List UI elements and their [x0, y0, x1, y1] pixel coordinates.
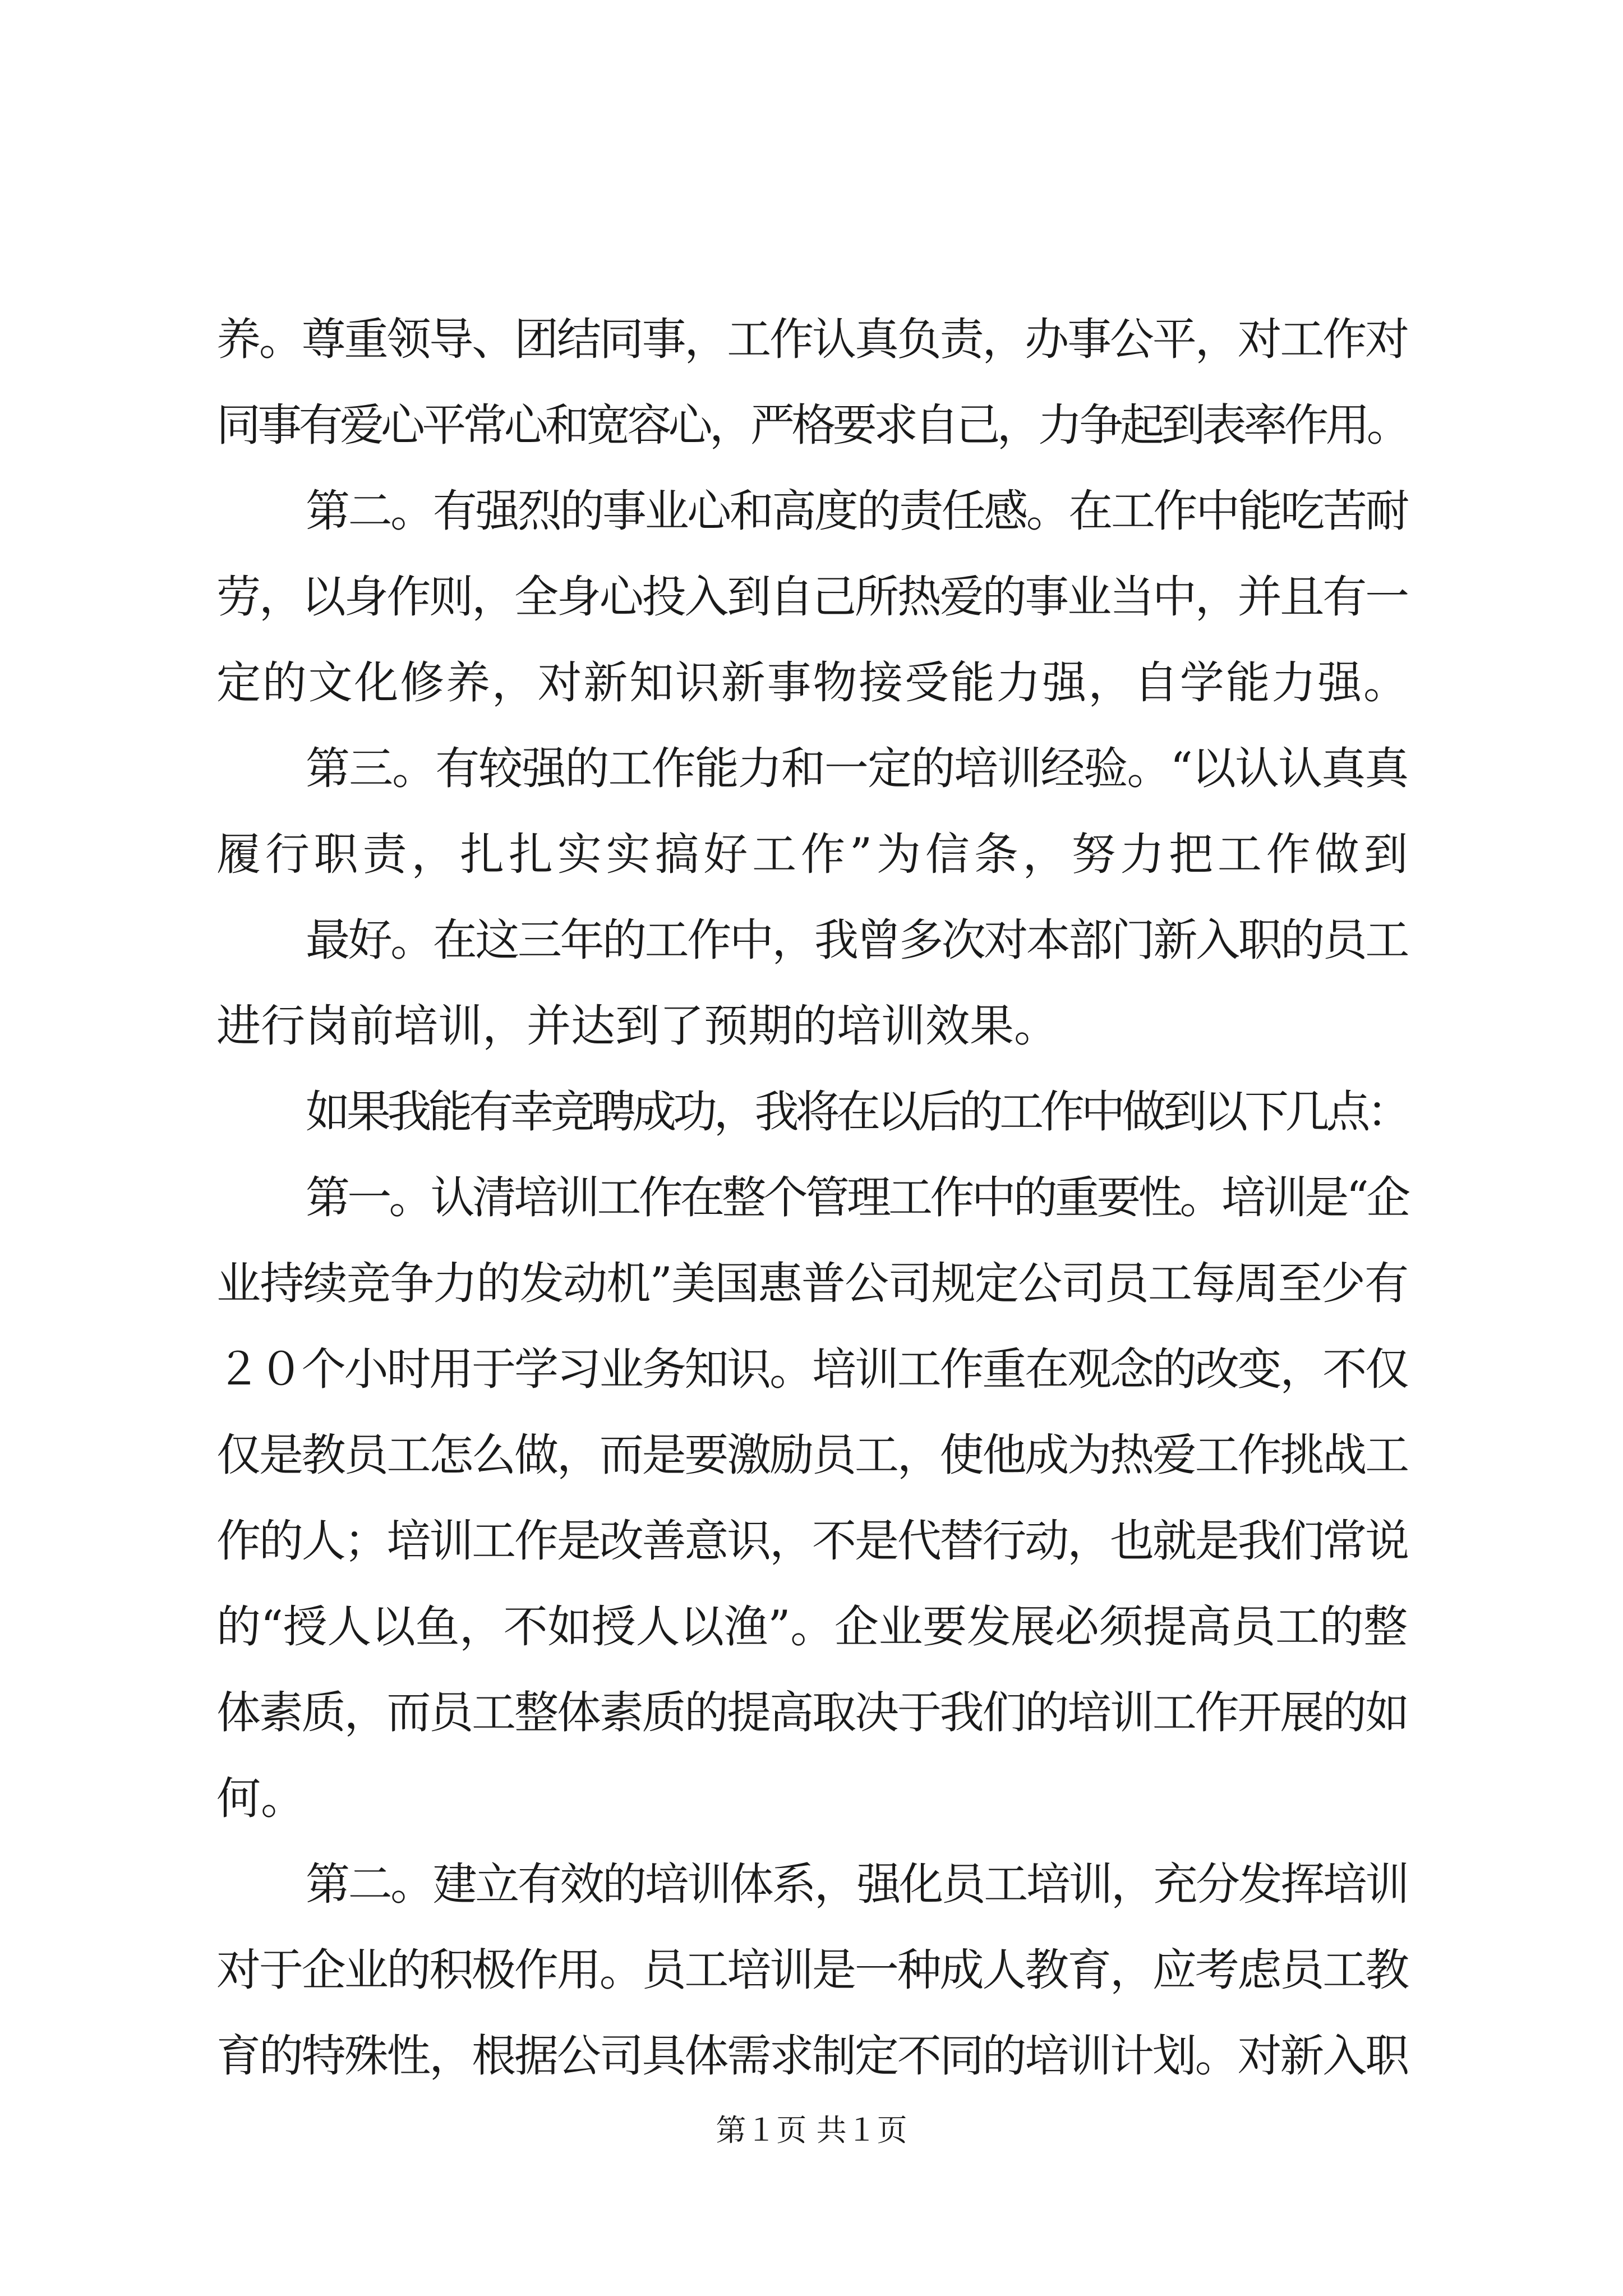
text-line: 如果我能有幸竞聘成功，我将在以后的工作中做到以下几点：	[306, 1086, 1408, 1138]
text-line: 体素质，而员工整体素质的提高取决于我们的培训工作开展的如	[216, 1687, 1408, 1738]
text-line: 的“授人以鱼，不如授人以渔”。企业要发展必须提高员工的整	[216, 1601, 1408, 1653]
text-line: 业持续竞争力的发动机”美国惠普公司规定公司员工每周至少有	[216, 1258, 1408, 1309]
text-line: 仅是教员工怎么做，而是要激励员工，使他成为热爱工作挑战工	[216, 1429, 1408, 1481]
text-line: 养。尊重领导、团结同事，工作认真负责，办事公平，对工作对	[216, 314, 1408, 365]
text-line: ２０个小时用于学习业务知识。培训工作重在观念的改变，不仅	[216, 1343, 1408, 1395]
text-line: 定的文化修养，对新知识新事物接受能力强，自学能力强。	[216, 657, 1409, 708]
text-line: 育的特殊性，根据公司具体需求制定不同的培训计划。对新入职	[216, 2030, 1408, 2082]
text-line: 劳，以身作则，全身心投入到自己所热爱的事业当中，并且有一	[216, 571, 1408, 623]
text-line: 第二。建立有效的培训体系，强化员工培训，充分发挥培训	[306, 1858, 1408, 1910]
text-line: 第二。有强烈的事业心和高度的责任感。在工作中能吃苦耐	[306, 485, 1408, 537]
text-line: 同事有爱心平常心和宽容心，严格要求自己，力争起到表率作用。	[216, 399, 1408, 451]
text-line: 对于企业的积极作用。员工培训是一种成人教育，应考虑员工教	[216, 1944, 1408, 1996]
text-line: 最好。在这三年的工作中，我曾多次对本部门新入职的员工	[306, 914, 1408, 966]
page-footer: 第１页 共１页	[716, 2113, 907, 2148]
text-line: 第一。认清培训工作在整个管理工作中的重要性。培训是“企	[306, 1172, 1408, 1223]
text-line: 第三。有较强的工作能力和一定的培训经验。“以认认真真	[306, 743, 1408, 794]
text-line: 作的人；培训工作是改善意识，不是代替行动，也就是我们常说	[216, 1515, 1408, 1567]
text-line: 履行职责，扎扎实实搞好工作”为信条，努力把工作做到	[216, 829, 1413, 880]
text-line: 何。	[216, 1773, 305, 1824]
text-line: 进行岗前培训，并达到了预期的培训效果。	[216, 1000, 1058, 1052]
